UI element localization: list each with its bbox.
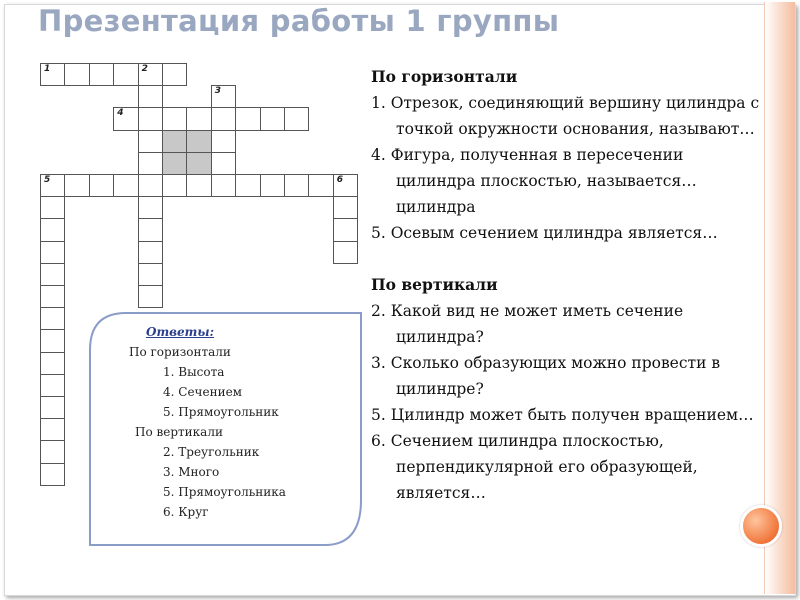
answer-item: 5. Прямоугольник <box>163 405 279 419</box>
slide-title: Презентация работы 1 группы <box>38 4 560 38</box>
question-item: 5. Осевым сечением цилиндра является… <box>371 224 718 242</box>
answers-vertical-heading: По вертикали <box>135 425 223 439</box>
answer-item: 3. Много <box>163 465 220 479</box>
answer-item: 6. Круг <box>163 505 209 519</box>
question-item: 1. Отрезок, соединяющий вершину цилиндра с точкой окружности основания, называют… <box>371 94 760 138</box>
crossword-clue-number: 5 <box>44 175 51 185</box>
answer-item: 1. Высота <box>163 365 225 379</box>
answers-horizontal-heading: По горизонтали <box>129 345 231 359</box>
crossword-clue-number: 6 <box>336 175 344 185</box>
questions-panel <box>371 64 763 506</box>
question-item: 4. Фигура, полученная в пересечении цилиндра плоскостью, называется… цилиндра <box>371 146 697 216</box>
crossword-clue-number: 3 <box>214 86 222 97</box>
crossword-clue-number: 1 <box>44 64 51 74</box>
questions-horizontal-heading: По горизонтали <box>371 67 518 86</box>
question-item: 5. Цилиндр может быть получен вращением… <box>371 406 754 424</box>
question-item: 6. Сечением цилиндра плоскостью, перпендикулярной его образующей, является… <box>371 432 698 502</box>
crossword-clue-number: 4 <box>117 108 124 119</box>
question-item: 2. Какой вид не может иметь сечение цилиндра? <box>371 302 684 346</box>
answers-title: Ответы: <box>146 325 215 339</box>
answer-item: 5. Прямоугольника <box>163 485 286 499</box>
answer-item: 4. Сечением <box>163 385 243 399</box>
answer-item: 2. Треугольник <box>163 445 260 459</box>
questions-vertical-heading: По вертикали <box>371 275 498 294</box>
question-item: 3. Сколько образующих можно провести в цилиндре? <box>371 354 721 398</box>
crossword-clue-number: 2 <box>141 64 148 74</box>
